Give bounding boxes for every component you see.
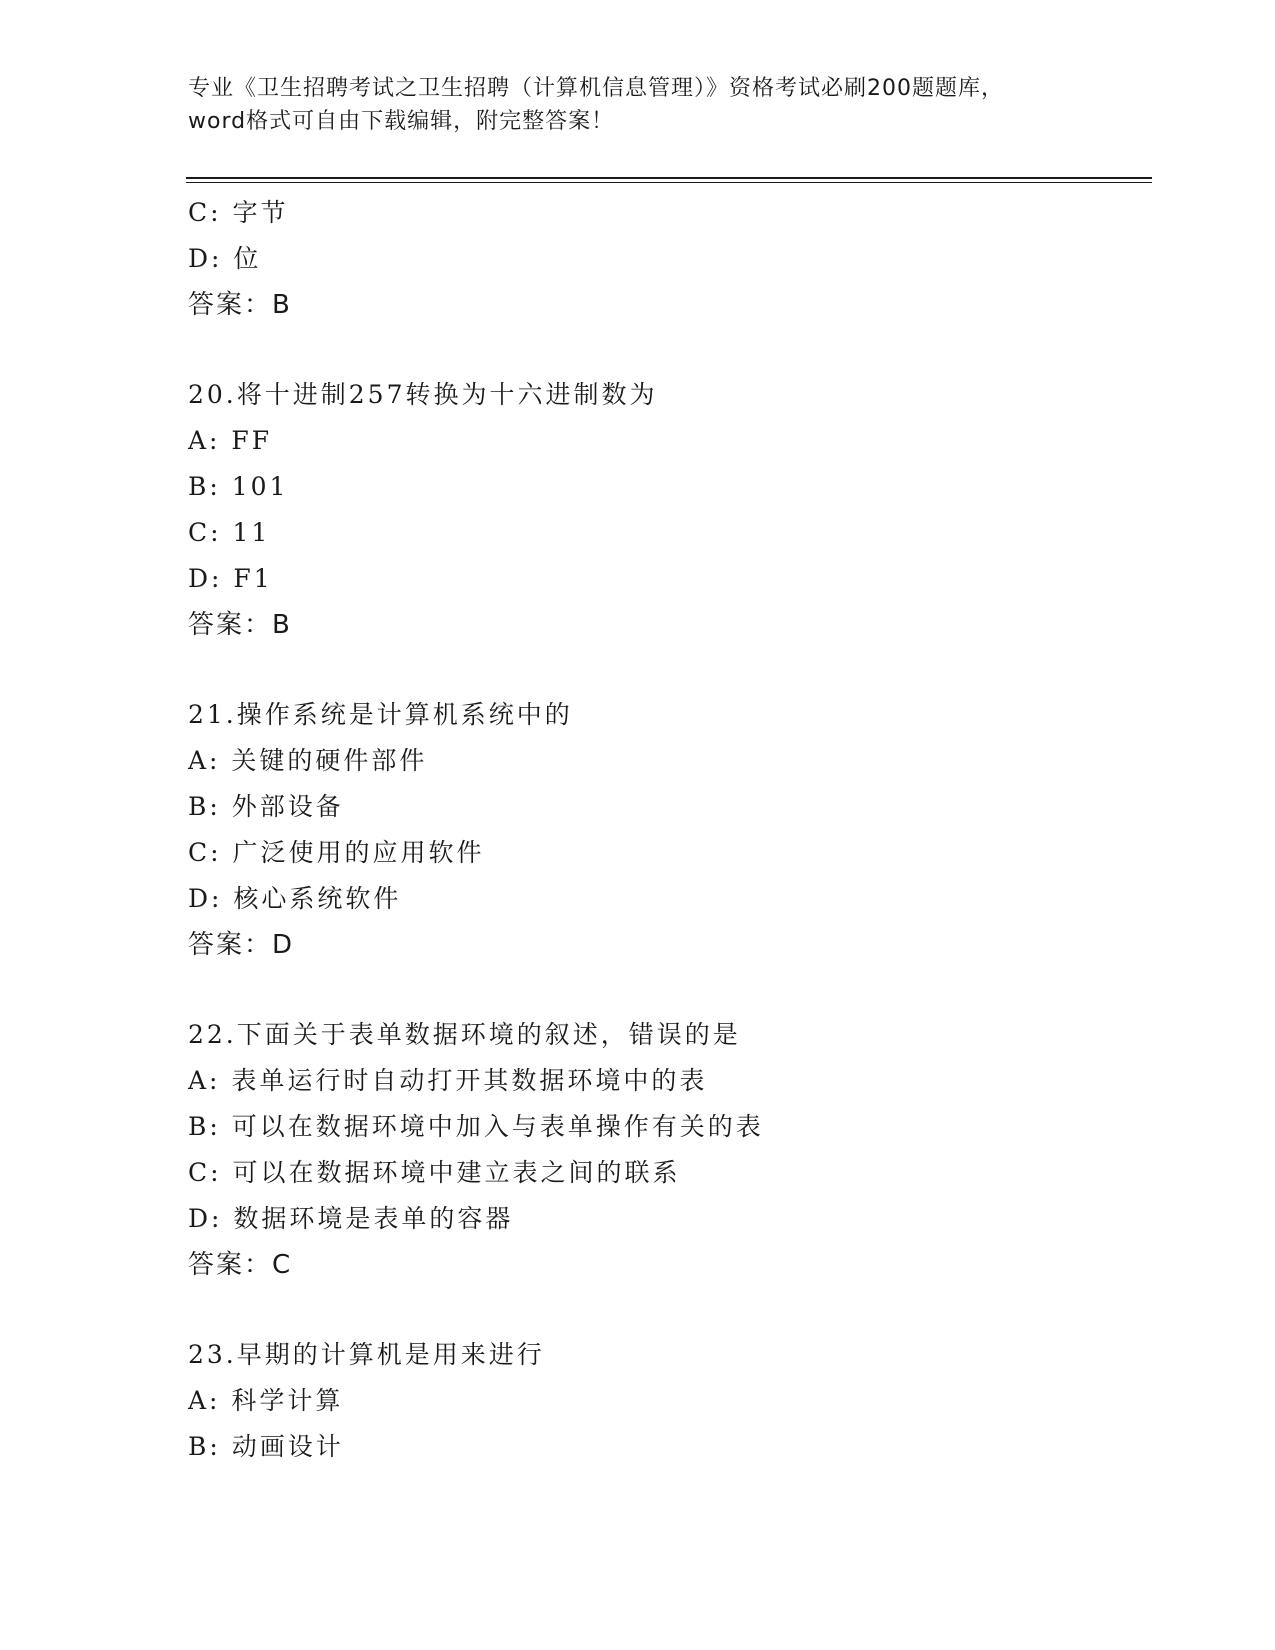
question-block (188, 1332, 1148, 1470)
answer-line: 答案：B (188, 290, 292, 320)
question-stem: 23.早期的计算机是用来进行 (188, 1340, 545, 1369)
option-line: C: 字节 (188, 198, 289, 227)
option-line: C: 11 (188, 518, 271, 547)
option-line: D: F1 (188, 564, 273, 593)
question-stem: 22.下面关于表单数据环境的叙述，错误的是 (188, 1020, 741, 1049)
option-line: B: 可以在数据环境中加入与表单操作有关的表 (188, 1112, 764, 1141)
block-spacer (188, 968, 1148, 1012)
header-title-line-1: 专业《卫生招聘考试之卫生招聘（计算机信息管理）》资格考试必刷200题题库， (188, 76, 1004, 101)
header-divider-thin (186, 182, 1152, 183)
question-block (188, 692, 1148, 968)
question-list (188, 190, 1148, 1470)
question-stem: 20.将十进制257转换为十六进制数为 (188, 380, 658, 409)
document-header (188, 72, 1088, 138)
question-block (188, 372, 1148, 648)
option-line: B: 外部设备 (188, 792, 344, 821)
option-line: D: 核心系统软件 (188, 884, 402, 913)
block-spacer (188, 1288, 1148, 1332)
option-line: A: FF (188, 426, 273, 455)
option-line: A: 表单运行时自动打开其数据环境中的表 (188, 1066, 708, 1095)
option-line: C: 可以在数据环境中建立表之间的联系 (188, 1158, 681, 1187)
option-line: D: 数据环境是表单的容器 (188, 1204, 514, 1233)
option-line: A: 关键的硬件部件 (188, 746, 428, 775)
question-stem: 21.操作系统是计算机系统中的 (188, 700, 573, 729)
answer-line: 答案：B (188, 610, 292, 640)
block-spacer (188, 328, 1148, 372)
option-line: D: 位 (188, 244, 262, 273)
question-block (188, 1012, 1148, 1288)
option-line: B: 101 (188, 472, 289, 501)
option-line: A: 科学计算 (188, 1386, 344, 1415)
option-line: B: 动画设计 (188, 1432, 344, 1461)
answer-line: 答案：C (188, 1250, 293, 1280)
answer-line: 答案：D (188, 930, 295, 960)
option-line: C: 广泛使用的应用软件 (188, 838, 485, 867)
header-divider-thick (186, 177, 1152, 179)
header-title-line-2: word格式可自由下载编辑，附完整答案！ (188, 109, 615, 134)
question-block (188, 190, 1148, 328)
block-spacer (188, 648, 1148, 692)
